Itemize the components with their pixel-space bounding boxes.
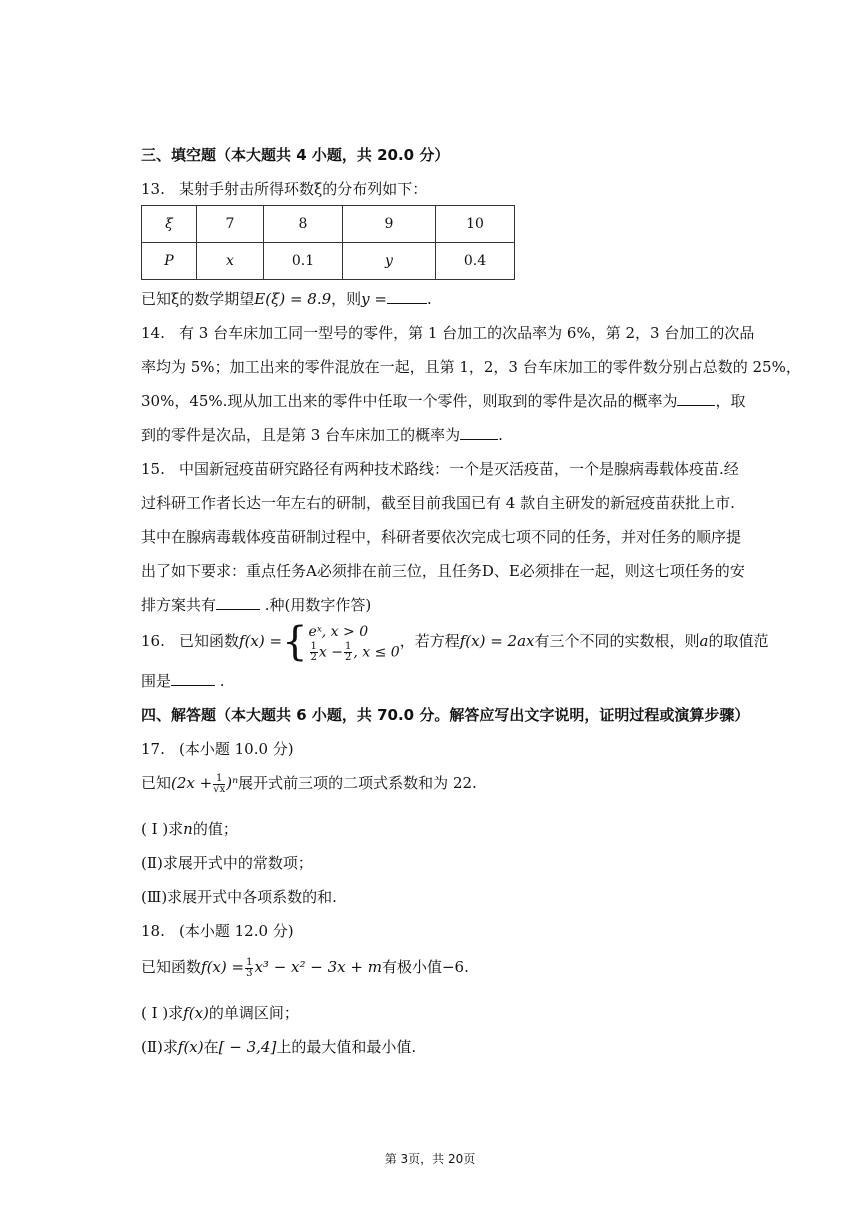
q16-text: 已知函数: [179, 632, 240, 650]
question-17-part-3: (Ⅲ)求展开式中各项系数的和.: [141, 888, 337, 906]
q13-text: 已知ξ的数学期望: [141, 290, 255, 308]
page-footer: 第 3页，共 20页: [384, 1152, 476, 1166]
q16-math: f(x) =: [239, 632, 283, 650]
question-15-line-2: 过科研工作者长达一年左右的研制，截至目前我国已有 4 款自主研发的新冠疫苗获批上市.: [141, 494, 735, 512]
table-cell: P: [142, 243, 197, 280]
q17-math: )ⁿ: [226, 774, 239, 792]
denominator: 2: [344, 651, 352, 663]
q18-math: [ − 3,4]: [218, 1038, 277, 1056]
numerator: 1: [246, 956, 253, 968]
q18-text: ( Ⅰ )求: [141, 1004, 184, 1022]
q17-math: (2x +: [171, 774, 213, 792]
section-heading-solve: 四、解答题（本大题共 6 小题，共 70.0 分。解答应写出文字说明，证明过程或演算步骤）: [141, 706, 750, 724]
question-13-condition: [141, 288, 432, 310]
q16-math: a: [699, 632, 709, 650]
question-13-stem: [141, 178, 427, 200]
question-18-part-2: [141, 1036, 416, 1058]
answer-blank: [677, 391, 715, 406]
q18-text: 在: [203, 1038, 219, 1056]
q13-math: E(ξ) = 8.9: [254, 290, 332, 308]
q15-text: .种(用数字作答): [260, 596, 372, 614]
fraction: [310, 642, 318, 663]
question-14-line-3: [141, 390, 745, 412]
piecewise-case: [309, 642, 400, 663]
q16-text: 的取值范: [708, 632, 769, 650]
q13-text: .: [426, 290, 432, 308]
denominator: 2: [310, 651, 317, 663]
answer-blank: [216, 595, 260, 610]
table-row: [142, 243, 515, 280]
question-16-line-1: [141, 618, 768, 664]
question-number: 14.: [141, 324, 165, 342]
q16-math: f(x) = 2ax: [459, 632, 535, 650]
numerator: 1: [213, 774, 225, 785]
q18-text: 有极小值−6.: [381, 958, 469, 976]
answer-blank: [387, 289, 427, 304]
q15-text: 中国新冠疫苗研究路径有两种技术路线：一个是灭活疫苗，一个是腺病毒载体疫苗.经: [179, 460, 739, 478]
q16-text: 围是: [141, 672, 172, 690]
table-row: [142, 206, 515, 243]
question-score: (本小题 12.0 分): [179, 922, 294, 940]
q18-text: (Ⅱ)求: [141, 1038, 178, 1056]
fraction: [213, 774, 225, 795]
table-cell: x: [197, 243, 264, 280]
q14-text: .: [498, 426, 503, 444]
table-cell: 0.1: [264, 243, 343, 280]
answer-blank: [171, 671, 215, 686]
q14-text: ，取: [715, 392, 746, 410]
question-18-part-1: [141, 1002, 299, 1024]
q18-math: f(x) =: [201, 958, 245, 976]
question-15-line-5: [141, 594, 371, 616]
question-17-part-2: (Ⅱ)求展开式中的常数项；: [141, 854, 313, 872]
question-number: 18.: [141, 922, 165, 940]
question-number: 13.: [141, 180, 165, 198]
piecewise-cases: [309, 622, 400, 663]
distribution-table: [141, 205, 515, 280]
section-heading-fill-in: 三、填空题（本大题共 4 小题，共 20.0 分）: [141, 146, 450, 164]
q14-text: 有 3 台车床加工同一型号的零件，第 1 台加工的次品率为 6%，第 2，3 台加工的次品: [179, 324, 755, 342]
question-number: 17.: [141, 740, 165, 758]
denominator: √x: [213, 783, 226, 795]
question-18-stem: [141, 952, 469, 982]
q13-text: 某射手射击所得环数ξ的分布列如下：: [179, 180, 428, 198]
brace-symbol: {: [282, 619, 308, 665]
table-cell: 7: [197, 206, 264, 243]
table-cell: ξ: [142, 206, 197, 243]
question-16-line-2: [141, 670, 225, 692]
question-15-line-3: 其中在腺病毒载体疫苗研制过程中，科研者要依次完成七项不同的任务，并对任务的顺序提: [141, 528, 742, 546]
q17-text: ( Ⅰ )求: [141, 820, 184, 838]
q17-text: 展开式前三项的二项式系数和为 22.: [238, 774, 477, 792]
q18-text: 上的最大值和最小值.: [276, 1038, 417, 1056]
table-cell: 0.4: [436, 243, 515, 280]
q17-math: n: [183, 820, 193, 838]
numerator: 1: [310, 640, 317, 652]
q16-text: 有三个不同的实数根，则: [534, 632, 700, 650]
q17-text: 的值；: [192, 820, 238, 838]
question-17-stem: [141, 768, 477, 798]
q14-text: 到的零件是次品，且是第 3 台车床加工的概率为: [141, 426, 461, 444]
piecewise-case: eˣ, x > 0: [308, 623, 369, 640]
denominator: 3: [246, 967, 253, 979]
table-cell: 8: [264, 206, 343, 243]
question-15-line-1: [141, 458, 739, 480]
q16-math: , x ≤ 0: [353, 644, 400, 660]
q16-math: x −: [318, 644, 343, 660]
question-17-header: [141, 738, 294, 760]
q18-math: x³ − x² − 3x + m: [254, 958, 382, 976]
q16-text: .: [215, 672, 225, 690]
question-14-line-2: 率均为 5%；加工出来的零件混放在一起，且第 1，2，3 台车床加工的零件数分别占总数的 25%，: [141, 358, 801, 376]
table-cell: y: [343, 243, 436, 280]
q18-math: f(x): [177, 1038, 204, 1056]
question-number: 15.: [141, 460, 165, 478]
q18-math: f(x): [183, 1004, 209, 1022]
table-cell: 10: [436, 206, 515, 243]
question-15-line-4: 出了如下要求：重点任务A必须排在前三位，且任务D、E必须排在一起，则这七项任务的安: [141, 562, 745, 580]
q13-math: y =: [361, 290, 387, 308]
q18-text: 已知函数: [141, 958, 202, 976]
table-cell: 9: [343, 206, 436, 243]
q13-text: ，则: [331, 290, 362, 308]
question-number: 16.: [141, 632, 165, 650]
numerator: 1: [344, 640, 352, 652]
q17-text: 已知: [141, 774, 172, 792]
fraction: [245, 958, 253, 979]
q15-text: 排方案共有: [141, 596, 217, 614]
question-score: (本小题 10.0 分): [179, 740, 294, 758]
q16-text: ，若方程: [399, 632, 460, 650]
q14-text: 30%，45%.现从加工出来的零件中任取一个零件，则取到的零件是次品的概率为: [141, 392, 678, 410]
question-14-line-1: [141, 322, 754, 344]
question-17-part-1: [141, 818, 238, 840]
answer-blank: [460, 425, 498, 440]
question-14-line-4: [141, 424, 503, 446]
q18-text: 的单调区间；: [208, 1004, 299, 1022]
fraction: [344, 642, 352, 663]
question-18-header: [141, 920, 294, 942]
